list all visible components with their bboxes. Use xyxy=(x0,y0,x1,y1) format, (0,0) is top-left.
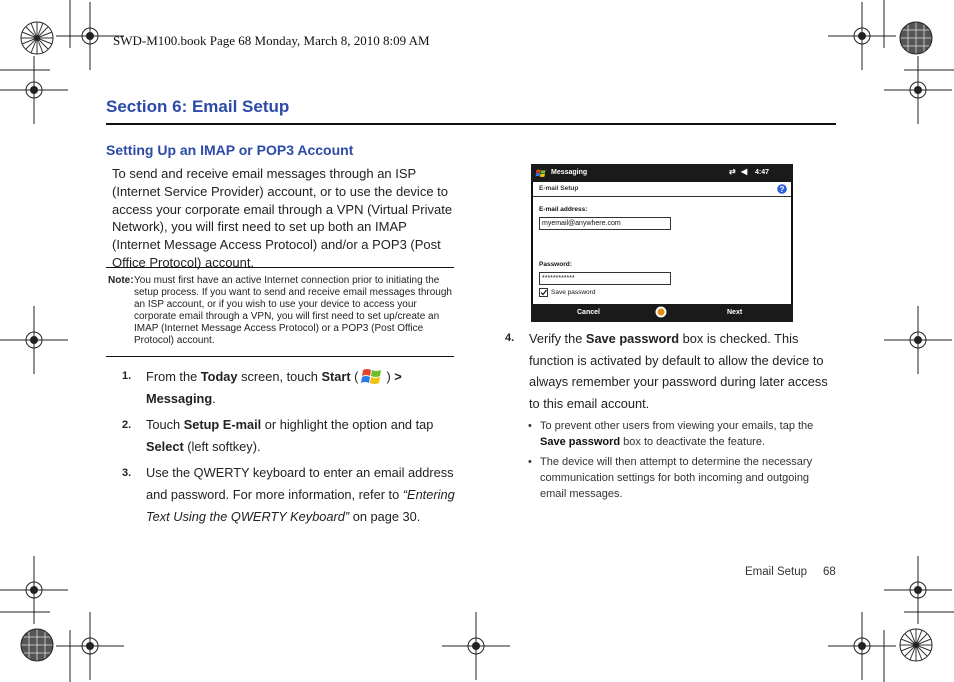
save-password-checkbox[interactable] xyxy=(539,288,548,297)
phone-content xyxy=(533,182,791,304)
bullet-item: • To prevent other users from viewing your emails, tap the Save password box to deactivate the feature. xyxy=(528,420,814,448)
crosshair-mark xyxy=(828,612,896,680)
step-3: 3. Use the QWERTY keyboard to enter an email address and password. For more information, refer to “Entering Text Using the QWERTY Keyboard” on page 30. xyxy=(122,462,458,528)
gridball-mark-top-right xyxy=(900,22,932,54)
step-number: 3. xyxy=(122,467,132,479)
cancel-softkey[interactable]: Cancel xyxy=(577,309,600,316)
phone-app-title: Messaging xyxy=(551,169,588,176)
help-icon[interactable] xyxy=(777,184,787,194)
crosshair-mark xyxy=(884,56,952,124)
phone-softkey-bar xyxy=(531,304,793,322)
phone-subheader: E-mail Setup ? xyxy=(533,182,791,197)
email-label: E-mail address: xyxy=(539,206,588,213)
sunburst-mark-top-left xyxy=(21,22,53,54)
step-number: 1. xyxy=(122,370,132,382)
phone-time: 4:47 xyxy=(755,169,770,176)
crosshair-mark xyxy=(884,306,952,374)
crosshair-mark xyxy=(884,556,952,624)
email-input[interactable]: myemail@anywhere.com xyxy=(539,217,671,230)
volume-icon: ◀ xyxy=(741,167,748,176)
footer-page-number: 68 xyxy=(823,566,836,578)
book-header: SWD-M100.book Page 68 Monday, March 8, 2010 8:09 AM xyxy=(113,33,430,48)
windows-start-icon xyxy=(360,365,384,387)
crosshair-mark xyxy=(0,556,68,624)
note-text: You must first have an active Internet connection prior to initiating the setup process. If you want to send and receive email messages through an ISP account, or if you wish to use your device to access your corporate email through a VPN, you will first need to set up/create an IMAP (Internet Message Access Protocol) or a POP3 (Post Office Protocol) account. xyxy=(134,275,452,347)
section-rule xyxy=(106,123,836,125)
intro-paragraph: To send and receive email messages through an ISP (Internet Service Provider) account, or to use the device to access your corporate email through a VPN (Virtual Private Network), you will first need to set up both an IMAP (Internet Message Access Protocol) and/or a POP3 (Post Office Protocol) account. xyxy=(112,166,453,270)
step-1: 1. From the Today screen, touch Start ( ) > Messaging. xyxy=(122,365,458,410)
gridball-mark-bottom-left xyxy=(21,629,53,661)
save-password-label: Save password xyxy=(551,289,596,296)
windows-start-icon xyxy=(535,167,547,179)
crosshair-mark xyxy=(828,2,896,70)
subsection-title: Setting Up an IMAP or POP3 Account xyxy=(106,142,354,158)
bullet-list xyxy=(528,418,828,506)
password-input[interactable]: ************ xyxy=(539,272,671,285)
steps-list-continued xyxy=(505,328,837,418)
crosshair-mark xyxy=(442,612,510,680)
bullet-item: • The device will then attempt to determine the necessary communication settings for both incoming and outgoing email messages. xyxy=(528,456,813,500)
crosshair-mark xyxy=(0,306,68,374)
section-title: Section 6: Email Setup xyxy=(106,97,290,116)
password-label: Password: xyxy=(539,261,572,268)
keyboard-icon[interactable] xyxy=(655,306,667,318)
bullet-dot: • xyxy=(528,456,532,468)
step-number: 4. xyxy=(505,332,515,344)
phone-title-bar xyxy=(531,164,793,182)
next-softkey[interactable]: Next xyxy=(727,309,743,316)
signal-icon: ⇄ xyxy=(729,167,736,176)
svg-text:?: ? xyxy=(779,185,785,194)
footer-section-name: Email Setup xyxy=(745,566,808,578)
step-4: 4. Verify the Save password box is checked. This function is activated by default to allow the device to always remember your password during later access to this email account. xyxy=(505,328,837,414)
phone-screenshot xyxy=(531,164,793,322)
crosshair-mark xyxy=(56,612,124,680)
steps-list xyxy=(122,365,458,532)
crosshair-mark xyxy=(0,56,68,124)
checkmark-icon xyxy=(540,289,547,296)
note-label: Note: xyxy=(108,275,134,286)
bullet-dot: • xyxy=(528,420,532,432)
sunburst-mark-bottom-right xyxy=(900,629,932,661)
step-number: 2. xyxy=(122,419,132,431)
step-2: 2. Touch Setup E-mail or highlight the option and tap Select (left softkey). xyxy=(122,414,458,458)
